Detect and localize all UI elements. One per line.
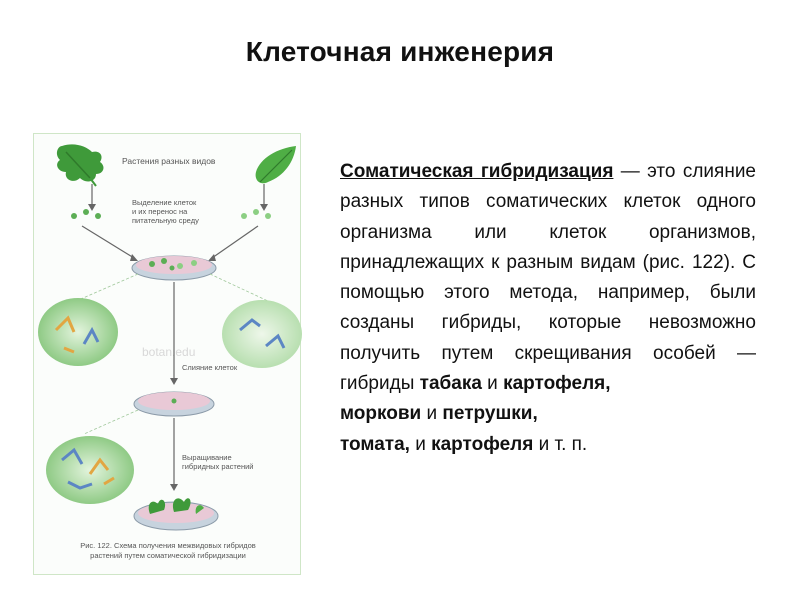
label-fusion: Слияние клеток [182, 363, 238, 372]
label-isolation-2: и их перенос на [132, 207, 188, 216]
figure-caption-2: растений путем соматической гибридизации [90, 551, 246, 560]
examples-line-1: гибриды табака и картофеля, [340, 373, 611, 395]
definition-paragraph [340, 157, 756, 369]
example-potato-2: картофеля [431, 433, 534, 455]
term-dash: — [613, 161, 640, 182]
label-isolation-1: Выделение клеток [132, 198, 197, 207]
definition-text [340, 157, 756, 460]
cells-circle-right [222, 300, 302, 368]
example-tobacco: табака [419, 373, 482, 395]
example-tomato: томата, [340, 433, 410, 455]
watermark: botan.edu [142, 345, 196, 359]
oak-leaf-icon [57, 144, 104, 186]
examples-line-3: томата, и картофеля и т. п. [340, 433, 588, 455]
petri-dish-3 [134, 498, 218, 530]
example-potato: картофеля, [503, 373, 611, 395]
slide-title: Клеточная инженерия [245, 36, 555, 67]
label-isolation-3: питательную среду [132, 216, 199, 225]
example-parsley: петрушки, [442, 403, 538, 425]
hybridization-figure [33, 133, 301, 575]
petri-dish-2 [134, 392, 214, 416]
term-highlight: Соматическая гибридизация [340, 161, 614, 182]
definition-body: это слияние разных типов соматических клеток одного организма или клеток организмов, принадлежащих к разным видам (рис. 122). С помощью этого метода, например, были созданы гибриды, которые невозможно получить путем скрещивания особей — [340, 161, 757, 364]
plant-leaf-icon [256, 146, 296, 183]
hybrid-cells-circle [46, 436, 134, 504]
label-growing-2: гибридных растений [182, 462, 254, 471]
cells-circle-left [38, 298, 118, 366]
label-growing-1: Выращивание [182, 453, 232, 462]
example-carrot: моркови [340, 403, 422, 425]
figure-diagram [34, 134, 302, 576]
examples-line-2: моркови и петрушки, [340, 403, 538, 425]
petri-dish-1 [132, 256, 216, 280]
figure-caption-1: Рис. 122. Схема получения межвидовых гибридов [80, 541, 256, 550]
label-plants: Растения разных видов [122, 156, 216, 166]
